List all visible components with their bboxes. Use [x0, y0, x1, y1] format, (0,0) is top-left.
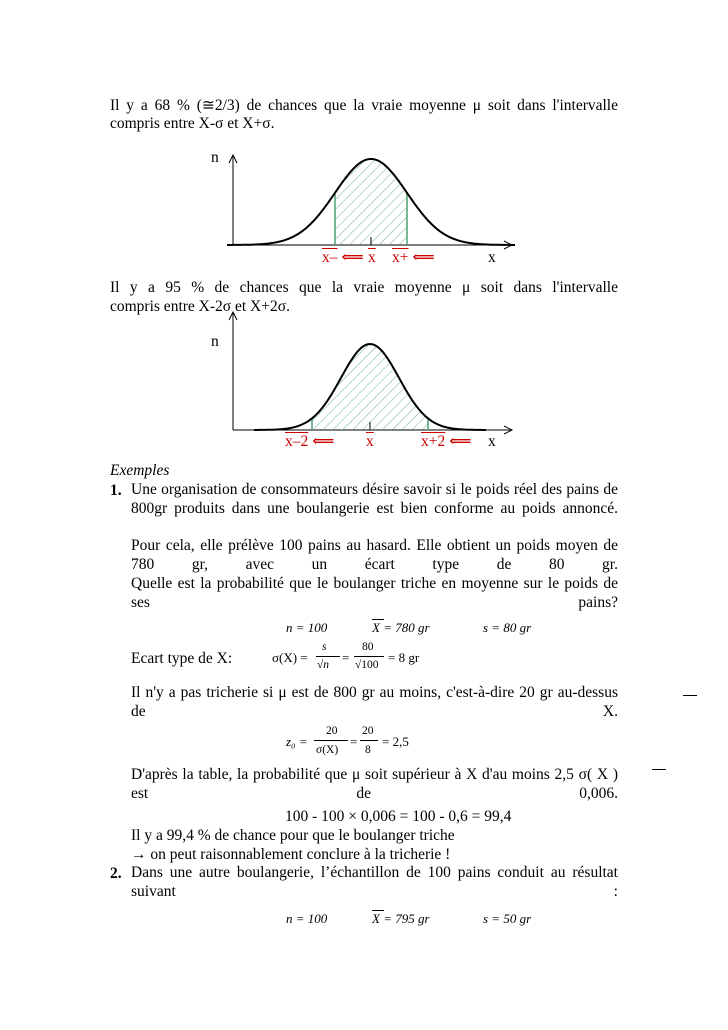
ex1-calculation: 100 - 100 × 0,006 = 100 - 0,6 = 99,4 [285, 808, 512, 825]
ex1-zfrac1-num: 20 [326, 725, 338, 737]
ex1-paragraph-2: Pour cela, elle prélève 100 pains au hasard. Elle obtient un poids moyen de 780 gr, avec un écart type de 80 gr. [131, 537, 618, 573]
graph1 [227, 155, 515, 249]
ex2-number: 2. [110, 865, 122, 882]
graph1-xlabel: x [488, 249, 496, 266]
ex1-frac1-num: s [322, 641, 327, 653]
ex1-zfrac1-den: σ(X) [316, 744, 339, 756]
ex1-ecart-label: Ecart type de X: [131, 650, 233, 667]
graph1-tick-right-label: x+ ⟸ [392, 249, 435, 266]
ex2-formula-n: n = 100 [286, 911, 328, 926]
ex1-sigma-result: = 8 gr [388, 650, 420, 665]
ex1-frac2-den: √100 [355, 659, 379, 671]
ex2-paragraph-1: Dans une autre boulangerie, l’échantillon de 100 pains conduit au résultat suivant : [131, 864, 618, 900]
graph1-ylabel: n [211, 149, 219, 166]
ex1-zfrac2-num: 20 [362, 725, 374, 737]
ex1-formula-s: s = 80 gr [483, 620, 532, 635]
ex1-paragraph-5: D'après la table, la probabilité que μ soit supérieur à X d'au moins 2,5 σ( X ) est de 0,006. [131, 766, 618, 802]
graph2 [229, 312, 512, 434]
intro68-line2: compris entre X-σ et X+σ. [110, 115, 275, 132]
graph1-tick-left-label: x– ⟸ [322, 249, 364, 266]
ex2-formula-mean: X = 795 gr [372, 911, 430, 926]
graph2-ylabel: n [211, 333, 219, 350]
graph2-xlabel: x [488, 433, 496, 450]
intro68-line1: Il y a 68 % (≅2/3) de chances que la vraie moyenne μ soit dans l'intervalle [110, 97, 618, 114]
ex1-z-lhs: z₀ = [286, 734, 308, 749]
ex2-formula-s: s = 50 gr [483, 911, 532, 926]
graph2-tick-right-label: x+2 ⟸ [421, 433, 472, 450]
graph2-tick-left-label: x–2 ⟸ [285, 433, 335, 450]
graph1-tick-mid-label: $\overline{x}$ [368, 249, 376, 266]
graph2-tick-mid-label: $\overline{x}$ [366, 433, 374, 450]
ex1-sigma-lhs: σ(X) = [272, 650, 308, 665]
ex1-paragraph-4: Il n'y a pas tricherie si μ est de 800 gr au moins, c'est-à-dire 20 gr au-dessus de X. [131, 684, 618, 720]
ex1-number: 1. [110, 482, 122, 499]
ex1-frac2-num: 80 [362, 641, 374, 653]
graph2-shaded-area [312, 344, 428, 430]
ex1-frac1-den: √n [317, 659, 330, 671]
ex1-zfrac2-den: 8 [365, 744, 371, 756]
exemples-heading: Exemples [110, 462, 170, 479]
ex1-paragraph-7: → on peut raisonnablement conclure à la tricherie ! [131, 846, 451, 863]
ex1-paragraph-1: Une organisation de consommateurs désire savoir si le poids réel des pains de 800gr produits dans une boulangerie est bien conforme au poids annoncé. [131, 481, 618, 517]
ex1-paragraph-3: Quelle est la probabilité que le boulanger triche en moyenne sur le poids de ses pains? [131, 575, 618, 611]
intro95-line1: Il y a 95 % de chances que la vraie moyenne μ soit dans l'intervalle [110, 279, 618, 296]
ex1-paragraph-6: Il y a 99,4 % de chance pour que le boulanger triche [131, 827, 455, 844]
graph1-shaded-area [335, 159, 407, 245]
ex1-z-result: = 2,5 [382, 734, 409, 749]
ex1-formula-n: n = 100 [286, 620, 328, 635]
intro95-line2: compris entre X-2σ et X+2σ. [110, 298, 290, 315]
ex1-formula-mean: X = 780 gr [372, 620, 430, 635]
